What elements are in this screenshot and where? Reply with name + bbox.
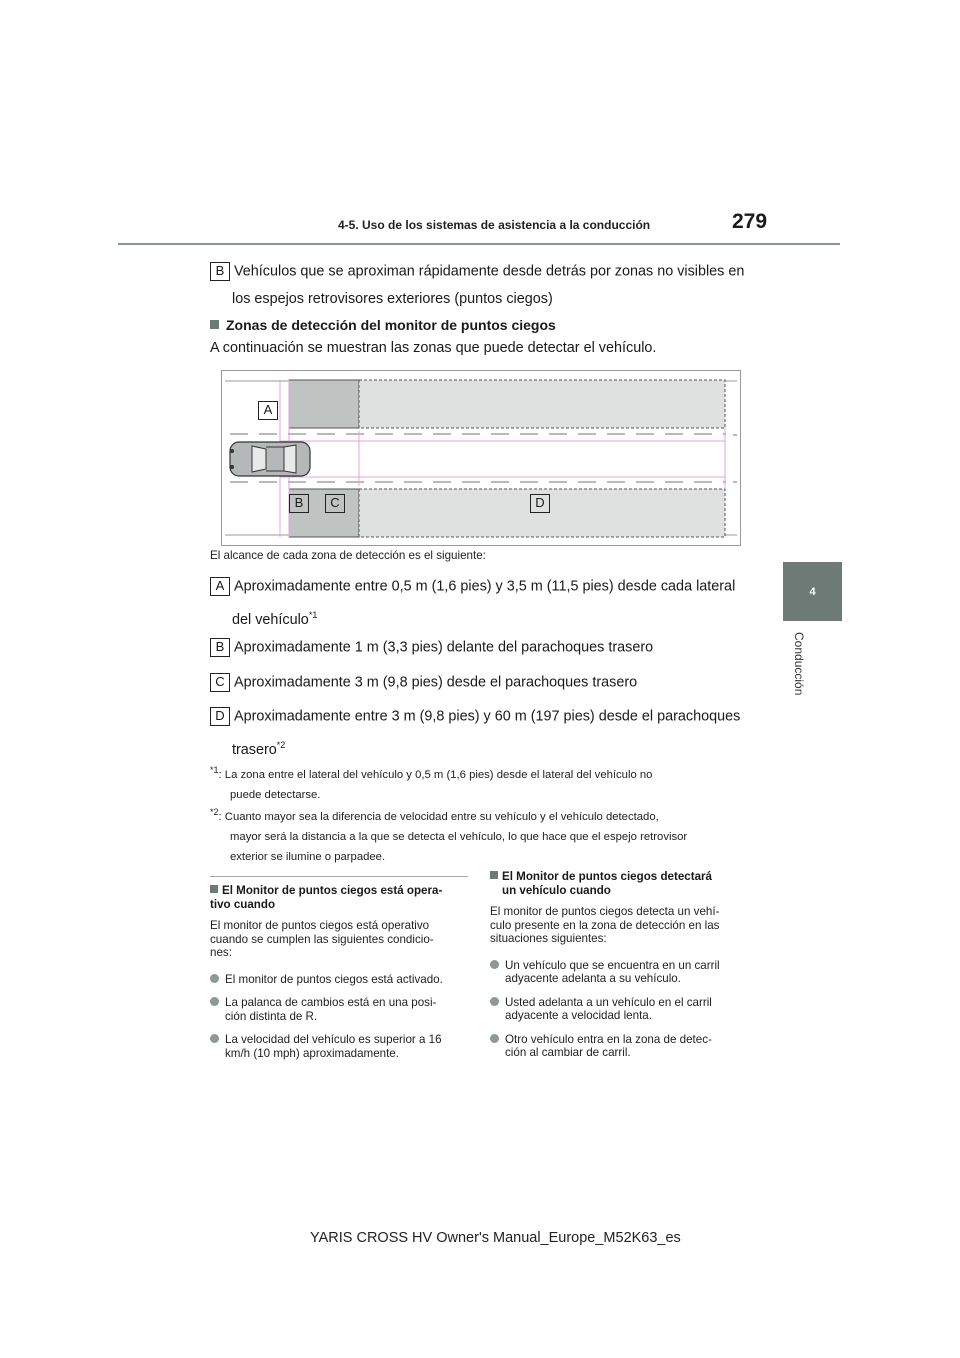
left-col-para-line2: cuando se cumplen las siguientes condicio- xyxy=(210,932,434,946)
left-col-heading-line1: El Monitor de puntos ciegos está opera- xyxy=(222,884,443,897)
left-col-bullet-2-line1: La palanca de cambios está en una posi- xyxy=(225,996,437,1009)
footnote-2-line3: exterior se ilumine o parpadee. xyxy=(230,850,386,863)
round-bullet-icon xyxy=(210,974,219,983)
left-col-bullet-1-line1: El monitor de puntos ciegos está activado. xyxy=(225,972,443,986)
left-col-bullet-3 xyxy=(210,1033,468,1060)
right-col-para-line3: situaciones siguientes: xyxy=(490,932,607,945)
section-title: 4-5. Uso de los sistemas de asistencia a la conducción xyxy=(338,218,651,232)
intro-item-text1: Vehículos que se aproximan rápidamente desde detrás por zonas no visibles en xyxy=(234,263,745,280)
range-item-c xyxy=(210,673,637,692)
detection-intro: A continuación se muestran las zonas que puede detectar el vehículo. xyxy=(210,340,657,356)
chapter-tab xyxy=(783,562,842,621)
left-column-rule xyxy=(210,876,468,877)
round-bullet-icon xyxy=(490,960,499,969)
key-box-d: D xyxy=(210,707,230,726)
left-col-bullet-2 xyxy=(210,996,468,1023)
diagram-svg xyxy=(222,371,740,545)
right-col-bullet-3-line2: ción al cambiar de carril. xyxy=(505,1046,631,1059)
range-d-text2: trasero xyxy=(232,741,277,758)
diagram-label-a: A xyxy=(258,401,278,420)
range-a-text1: Aproximadamente entre 0,5 m (1,6 pies) y 3,5 m (11,5 pies) desde cada lateral xyxy=(234,578,736,595)
diagram-label-c: C xyxy=(325,494,345,513)
footnote-2-line2: mayor será la distancia a la que se detecta el vehículo, lo que hace que el espejo retrovisor xyxy=(230,830,688,843)
left-col-bullet-1 xyxy=(210,973,468,987)
right-col-bullet-2-line1: Usted adelanta a un vehículo en el carril xyxy=(505,995,712,1009)
detection-heading xyxy=(210,317,556,333)
footnote-1-line2: puede detectarse. xyxy=(230,788,321,801)
left-col-para-line3: nes: xyxy=(210,946,232,959)
right-col-heading xyxy=(490,870,750,898)
detection-heading-text: Zonas de detección del monitor de puntos ciegos xyxy=(226,317,556,333)
left-col-para xyxy=(210,919,468,960)
car-icon xyxy=(230,442,310,476)
left-col-heading xyxy=(210,884,468,912)
key-box-b: B xyxy=(210,262,230,281)
right-col-bullet-1-line2: adyacente adelanta a su vehículo. xyxy=(505,972,681,985)
right-col-heading-line1: El Monitor de puntos ciegos detectará xyxy=(502,870,713,883)
range-item-b xyxy=(210,638,653,657)
right-col-para xyxy=(490,905,750,946)
right-col-bullet-2-line2: adyacente a velocidad lenta. xyxy=(505,1009,652,1022)
header-divider xyxy=(118,243,840,245)
left-col-bullet-2-line2: ción distinta de R. xyxy=(225,1009,318,1023)
left-col-bullet-3-line2: km/h (10 mph) aproximadamente. xyxy=(225,1046,399,1060)
intro-item-line1 xyxy=(210,262,744,281)
diagram-label-d: D xyxy=(530,494,550,513)
range-d-footnote-mark: *2 xyxy=(276,740,286,750)
square-bullet-icon xyxy=(490,871,498,879)
footnote-1: $^{*1}$: La zona entre el lateral del vehículo y 0,5 m (1,6 pies) desde el lateral del vehículo no puede detectarse. xyxy=(210,760,652,805)
range-item-d-line2 xyxy=(210,736,285,759)
page-number: 279 xyxy=(732,210,768,233)
footnote-2-mark: *2 xyxy=(210,807,219,817)
footnote-2-line1: Cuanto mayor sea la diferencia de velocidad entre su vehículo y el vehículo detectado, xyxy=(224,810,659,823)
key-box-b2: B xyxy=(210,638,230,657)
chapter-label: Conducción xyxy=(792,632,806,696)
right-col-bullet-3-line1: Otro vehículo entra en la zona de detec- xyxy=(505,1032,712,1046)
range-b-text: Aproximadamente 1 m (3,3 pies) delante del parachoques trasero xyxy=(234,639,654,656)
right-col-bullet-2 xyxy=(490,996,750,1023)
footnote-2: $^{*2}$: Cuanto mayor sea la diferencia de velocidad entre su vehículo y el vehículo detectado, mayor será la distancia a la que se detecta el vehículo, lo que hace que el espejo retrovisor exterior se ilumine o parpadee. xyxy=(210,802,687,867)
intro-item-line2: los espejos retrovisores exteriores (puntos ciegos) xyxy=(232,291,553,307)
left-col-heading-line2: tivo cuando xyxy=(210,898,276,911)
diagram-label-b: B xyxy=(289,494,309,513)
right-col-para-line1: El monitor de puntos ciegos detecta un vehí- xyxy=(490,905,720,918)
right-col-bullet-1 xyxy=(490,959,750,986)
square-bullet-icon xyxy=(210,320,219,329)
range-d-text1: Aproximadamente entre 3 m (9,8 pies) y 60 m (197 pies) desde el parachoques xyxy=(234,708,741,725)
range-item-a-line2 xyxy=(210,606,317,629)
range-a-text2: del vehículo xyxy=(232,611,309,628)
right-col-bullet-1-line1: Un vehículo que se encuentra en un carril xyxy=(505,958,720,972)
square-bullet-icon xyxy=(210,885,218,893)
round-bullet-icon xyxy=(490,1034,499,1043)
right-col-heading-line2: un vehículo cuando xyxy=(502,884,611,897)
round-bullet-icon xyxy=(490,997,499,1006)
key-box-c: C xyxy=(210,673,230,692)
footer-manual-id: YARIS CROSS HV Owner's Manual_Europe_M52K63_es xyxy=(310,1230,681,1246)
footnote-1-line1: La zona entre el lateral del vehículo y 0,5 m (1,6 pies) desde el lateral del vehículo no xyxy=(224,768,653,781)
range-a-footnote-mark: *1 xyxy=(308,610,318,620)
left-column xyxy=(210,884,468,1060)
right-col-para-line2: culo presente en la zona de detección en las xyxy=(490,918,720,932)
footnote-1-mark: *1 xyxy=(210,765,219,775)
left-col-bullet-3-line1: La velocidad del vehículo es superior a 16 xyxy=(225,1033,442,1046)
left-col-para-line1: El monitor de puntos ciegos está operativo xyxy=(210,919,430,932)
range-item-d xyxy=(210,707,740,726)
ranges-caption: El alcance de cada zona de detección es el siguiente: xyxy=(210,549,486,562)
chapter-number: 4 xyxy=(809,585,816,598)
right-col-bullet-3 xyxy=(490,1033,750,1060)
right-column xyxy=(490,870,750,1060)
range-c-text: Aproximadamente 3 m (9,8 pies) desde el parachoques trasero xyxy=(234,674,638,691)
round-bullet-icon xyxy=(210,997,219,1006)
key-box-a: A xyxy=(210,577,230,596)
detection-zone-diagram xyxy=(221,370,741,546)
range-item-a xyxy=(210,577,735,596)
round-bullet-icon xyxy=(210,1034,219,1043)
zone-upper-near xyxy=(289,380,359,428)
zone-upper-far xyxy=(359,380,725,428)
